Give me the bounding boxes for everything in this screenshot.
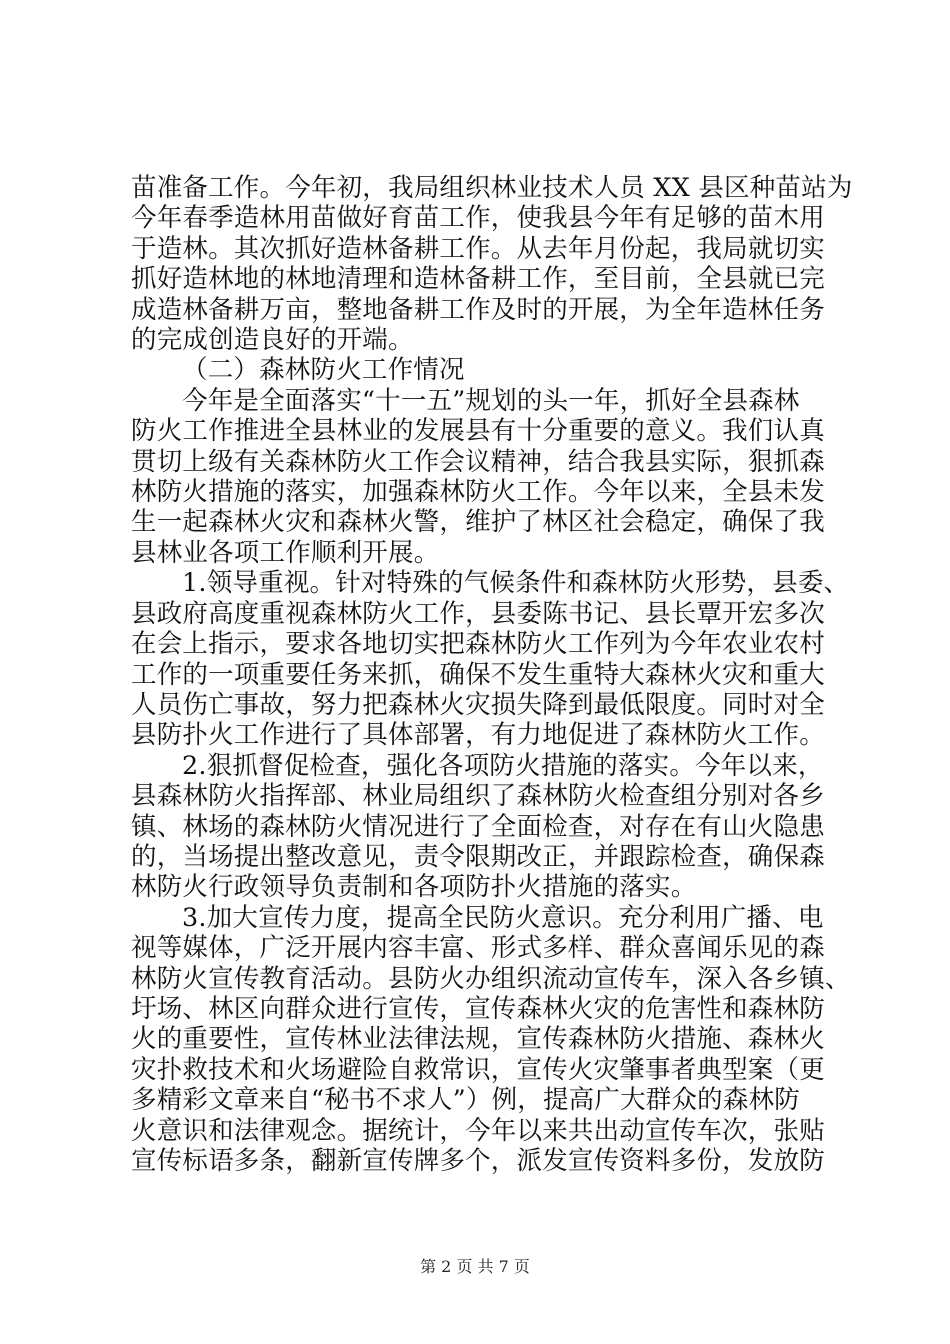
text-line: 在会上指示，要求各地切实把森林防火工作列为今年农业农村 <box>131 629 825 659</box>
text-line: 生一起森林火灾和森林火警，维护了林区社会稳定，确保了我 <box>131 507 825 537</box>
text-line: 的，当场提出整改意见，责令限期改正，并跟踪检查，确保森 <box>131 842 825 872</box>
text-line: 2.狠抓督促检查，强化各项防火措施的落实。今年以来， <box>182 751 824 781</box>
text-line: 宣传标语多条，翻新宣传牌多个，派发宣传资料多份，发放防 <box>131 1146 825 1176</box>
text-line: 于造林。其次抓好造林备耕工作。从去年月份起，我局就切实 <box>131 234 825 264</box>
text-line: 今年春季造林用苗做好育苗工作，使我县今年有足够的苗木用 <box>131 203 825 233</box>
text-line: 视等媒体，广泛开展内容丰富、形式多样、群众喜闻乐见的森 <box>131 933 825 963</box>
text-line: 灾扑救技术和火场避险自救常识，宣传火灾肇事者典型案（更 <box>131 1055 825 1085</box>
text-line: 林防火宣传教育活动。县防火办组织流动宣传车，深入各乡镇、 <box>131 964 851 994</box>
section-heading: （二）森林防火工作情况 <box>182 355 465 385</box>
text-line: 苗准备工作。今年初，我局组织林业技术人员 XX 县区种苗站为 <box>131 173 853 203</box>
text-line: 今年是全面落实“十一五”规划的头一年，抓好全县森林 <box>182 386 800 416</box>
text-line: 成造林备耕万亩，整地备耕工作及时的开展，为全年造林任务 <box>131 295 825 325</box>
text-line: 火的重要性，宣传林业法律法规，宣传森林防火措施、森林火 <box>131 1024 825 1054</box>
text-line: 的完成创造良好的开端。 <box>131 325 414 355</box>
text-line: 人员伤亡事故，努力把森林火灾损失降到最低限度。同时对全 <box>131 690 825 720</box>
text-line: 县政府高度重视森林防火工作，县委陈书记、县长覃开宏多次 <box>131 599 825 629</box>
text-line: 贯切上级有关森林防火工作会议精神，结合我县实际，狠抓森 <box>131 447 825 477</box>
text-line: 抓好造林地的林地清理和造林备耕工作，至目前，全县就已完 <box>131 264 825 294</box>
text-line: 防火工作推进全县林业的发展县有十分重要的意义。我们认真 <box>131 416 825 446</box>
page-footer: 第 2 页 共 7 页 <box>420 1257 530 1276</box>
text-line: 3.加大宣传力度，提高全民防火意识。充分利用广播、电 <box>182 903 824 933</box>
text-line: 县森林防火指挥部、林业局组织了森林防火检查组分别对各乡 <box>131 781 825 811</box>
text-line: 林防火措施的落实，加强森林防火工作。今年以来，全县未发 <box>131 477 825 507</box>
text-line: 火意识和法律观念。据统计，今年以来共出动宣传车次，张贴 <box>131 1116 825 1146</box>
text-line: 县防扑火工作进行了具体部署，有力地促进了森林防火工作。 <box>131 720 825 750</box>
text-line: 工作的一项重要任务来抓，确保不发生重特大森林火灾和重大 <box>131 660 825 690</box>
text-line: 县林业各项工作顺利开展。 <box>131 538 440 568</box>
text-line: 镇、林场的森林防火情况进行了全面检查，对存在有山火隐患 <box>131 812 825 842</box>
text-line: 1.领导重视。针对特殊的气候条件和森林防火形势，县委、 <box>182 568 850 598</box>
text-line: 多精彩文章来自“秘书不求人”）例，提高广大群众的森林防 <box>131 1085 800 1115</box>
text-line: 林防火行政领导负责制和各项防扑火措施的落实。 <box>131 872 697 902</box>
text-line: 圩场、林区向群众进行宣传，宣传森林火灾的危害性和森林防 <box>131 994 825 1024</box>
